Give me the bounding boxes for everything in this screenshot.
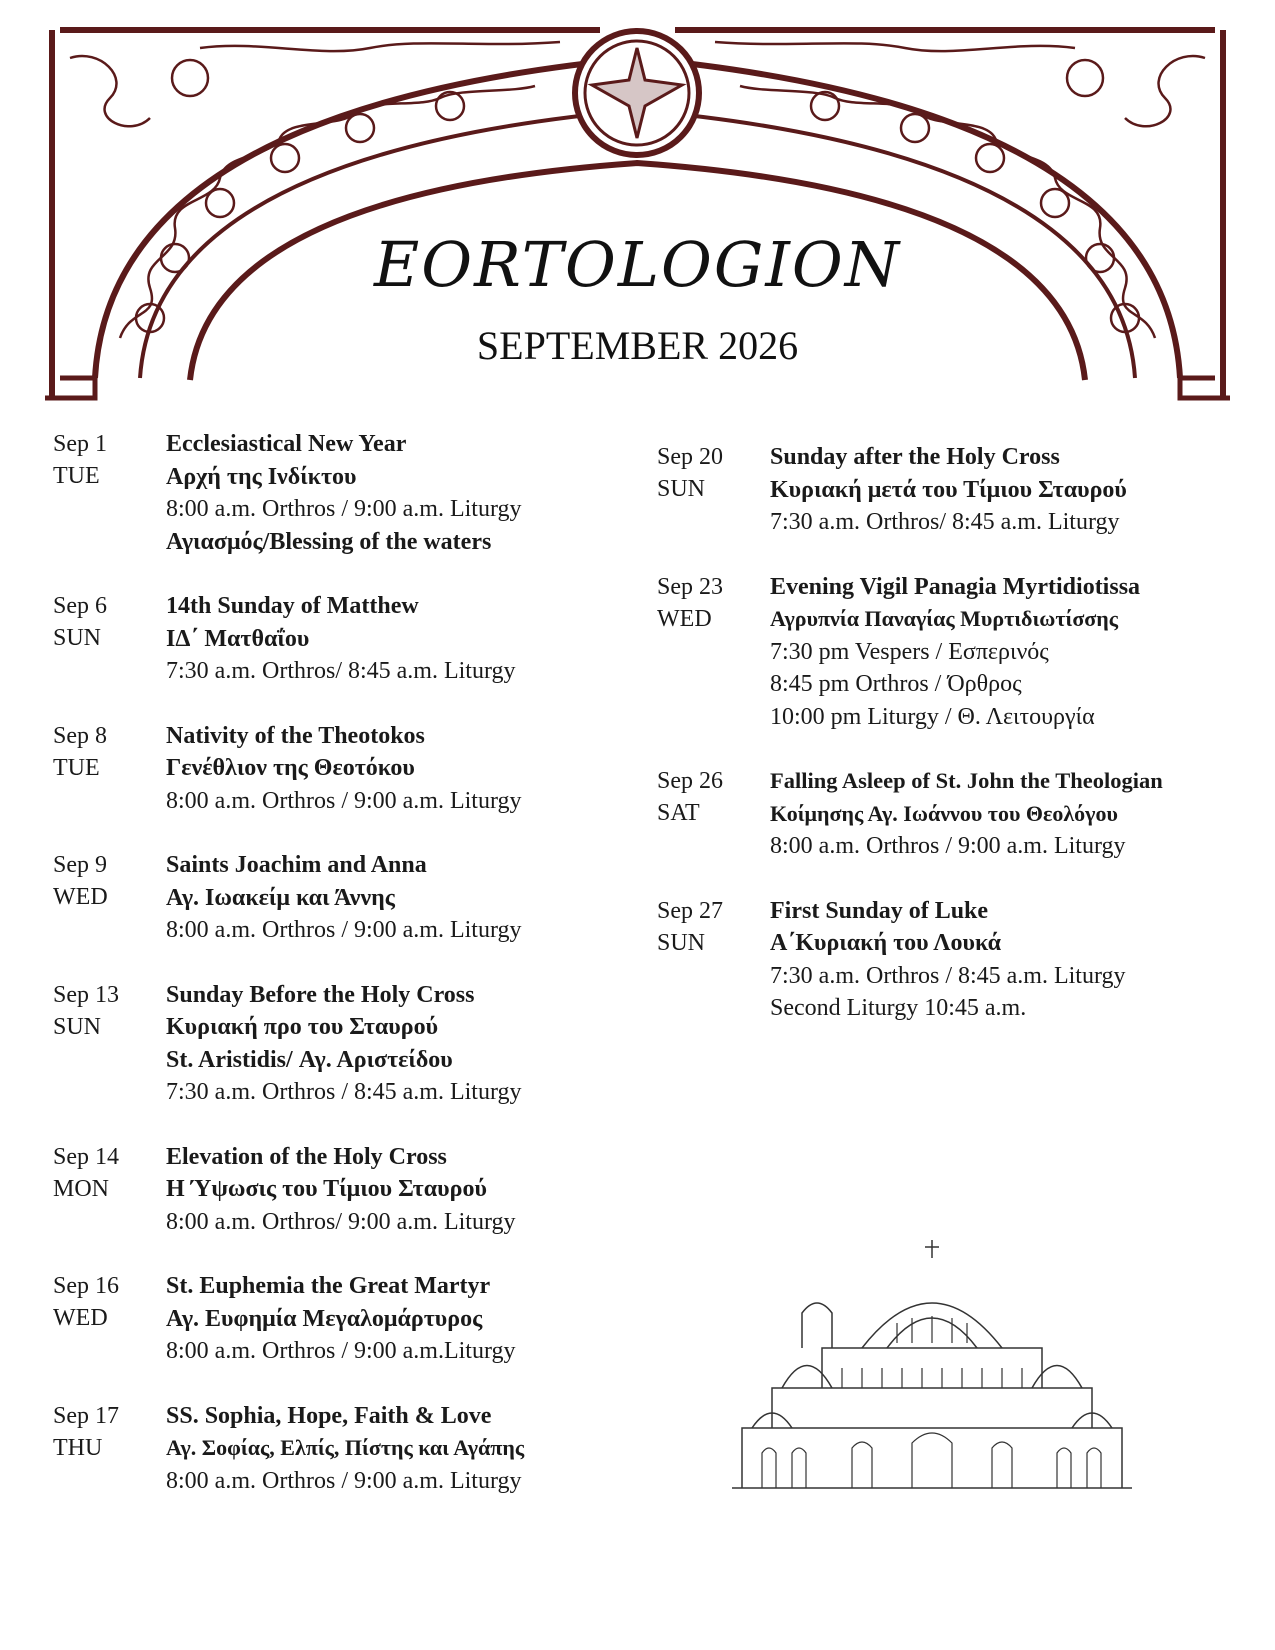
event-weekday: SUN: [53, 625, 102, 651]
event-details: [166, 979, 613, 1109]
event-date-block: [53, 590, 166, 688]
calendar-event: [657, 441, 1217, 539]
event-title-greek: Κυριακή προ του Σταυρού: [166, 1014, 439, 1040]
calendar-event: [53, 979, 613, 1109]
event-date: Sep 6: [53, 593, 107, 619]
event-title: Sunday after the Holy Cross: [770, 444, 1060, 470]
event-date: Sep 13: [53, 981, 119, 1008]
event-title: Sunday Before the Holy Cross: [166, 981, 475, 1008]
event-title-greek: Αγρυπνία Παναγίας Μυρτιδιωτίσσης: [770, 606, 1119, 631]
event-details: [770, 765, 1217, 863]
event-title: Saints Joachim and Anna: [166, 852, 427, 878]
right-event-column: [657, 441, 1217, 1057]
event-details: [166, 1270, 613, 1368]
event-title-greek: Αγιασμός/Blessing of the waters: [166, 528, 492, 555]
event-title-greek: Γενέθλιον της Θεοτόκου: [166, 755, 415, 781]
event-title-greek: Αγ. Ιωακείμ και Άννης: [166, 884, 395, 911]
page-title: EORTOLOGION: [374, 228, 901, 301]
event-schedule: 7:30 a.m. Orthros / 8:45 a.m. Liturgy: [770, 962, 1126, 989]
event-date: Sep 23: [657, 573, 723, 600]
event-weekday: SUN: [657, 929, 706, 956]
calendar-event: [53, 1400, 613, 1498]
event-schedule: 8:00 a.m. Orthros / 9:00 a.m. Liturgy: [166, 496, 522, 522]
left-event-column: [53, 428, 613, 1529]
event-title: Ecclesiastical New Year: [166, 431, 407, 457]
event-date-block: [53, 1270, 166, 1368]
event-date: Sep 17: [53, 1402, 119, 1429]
event-title: SS. Sophia, Hope, Faith & Love: [166, 1402, 492, 1429]
event-title: Falling Asleep of St. John the Theologian: [770, 768, 1163, 793]
event-schedule: Second Liturgy 10:45 a.m.: [770, 995, 1027, 1021]
event-date-block: [53, 1400, 166, 1498]
event-date: Sep 20: [657, 444, 723, 470]
event-details: [770, 895, 1217, 1025]
event-weekday: SAT: [657, 800, 700, 826]
event-weekday: WED: [53, 1305, 108, 1331]
event-date: Sep 16: [53, 1273, 119, 1299]
event-title-greek: Η Ύψωσις του Τίμιου Σταυρού: [166, 1176, 487, 1202]
event-date-block: [657, 571, 770, 734]
event-weekday: SUN: [53, 1013, 102, 1040]
event-schedule: 8:00 a.m. Orthros / 9:00 a.m. Liturgy: [166, 1467, 522, 1494]
event-title-greek: St. Aristidis/ Αγ. Αριστείδου: [166, 1046, 453, 1073]
event-title-greek: Α΄Κυριακή του Λουκά: [770, 930, 1001, 956]
event-date: Sep 8: [53, 722, 107, 749]
event-details: [770, 571, 1217, 734]
event-title-greek: Κοίμησης Αγ. Ιωάννου του Θεολόγου: [770, 800, 1118, 826]
event-schedule: 7:30 pm Vespers / Εσπερινός: [770, 638, 1049, 665]
event-schedule: 7:30 a.m. Orthros / 8:45 a.m. Liturgy: [166, 1079, 522, 1105]
event-date: Sep 14: [53, 1143, 119, 1170]
calendar-event: [53, 590, 613, 688]
calendar-event: [53, 720, 613, 818]
event-date-block: [53, 979, 166, 1109]
event-schedule: 8:45 pm Orthros / Όρθρος: [770, 671, 1022, 697]
event-details: [166, 428, 613, 558]
event-title: St. Euphemia the Great Martyr: [166, 1273, 491, 1299]
event-date-block: [53, 1141, 166, 1239]
calendar-event: [657, 571, 1217, 734]
calendar-event: [657, 895, 1217, 1025]
event-weekday: SUN: [657, 476, 706, 502]
month-subtitle: SEPTEMBER 2026: [476, 323, 799, 368]
event-details: [166, 590, 613, 688]
event-title-greek: Αγ. Ευφημία Μεγαλομάρτυρος: [166, 1305, 483, 1332]
event-weekday: WED: [657, 605, 712, 632]
event-details: [166, 1141, 613, 1239]
calendar-event: [53, 1270, 613, 1368]
event-title: Elevation of the Holy Cross: [166, 1143, 447, 1170]
event-date: Sep 26: [657, 768, 723, 794]
event-title: Nativity of the Theotokos: [166, 722, 425, 749]
event-title: Evening Vigil Panagia Myrtidiotissa: [770, 573, 1141, 600]
event-date-block: [53, 849, 166, 947]
event-title-greek: ΙΔ΄ Ματθαΐου: [166, 625, 310, 652]
event-details: [166, 849, 613, 947]
event-title-greek: Αγ. Σοφίας, Ελπίς, Πίστης και Αγάπης: [166, 1435, 525, 1460]
event-date-block: [657, 441, 770, 539]
event-schedule: 7:30 a.m. Orthros/ 8:45 a.m. Liturgy: [770, 509, 1120, 535]
event-weekday: MON: [53, 1175, 110, 1202]
event-schedule: 10:00 pm Liturgy / Θ. Λειτουργία: [770, 703, 1095, 730]
event-schedule: 8:00 a.m. Orthros / 9:00 a.m. Liturgy: [166, 787, 522, 814]
calendar-event: [53, 1141, 613, 1239]
event-details: [166, 1400, 613, 1498]
event-weekday: TUE: [53, 463, 100, 489]
cathedral-illustration: [712, 1238, 1152, 1508]
calendar-event: [53, 849, 613, 947]
event-details: [770, 441, 1217, 539]
event-date-block: [657, 895, 770, 1025]
event-schedule: 8:00 a.m. Orthros / 9:00 a.m. Liturgy: [166, 917, 522, 943]
event-date-block: [53, 720, 166, 818]
event-details: [166, 720, 613, 818]
event-weekday: TUE: [53, 754, 100, 781]
event-title: First Sunday of Luke: [770, 897, 989, 924]
event-date: Sep 9: [53, 852, 107, 878]
event-date-block: [657, 765, 770, 863]
event-schedule: 8:00 a.m. Orthros / 9:00 a.m.Liturgy: [166, 1338, 516, 1364]
event-title: 14th Sunday of Matthew: [166, 593, 419, 619]
event-date: Sep 27: [657, 897, 723, 924]
calendar-event: [53, 428, 613, 558]
event-schedule: 8:00 a.m. Orthros/ 9:00 a.m. Liturgy: [166, 1208, 516, 1235]
event-title-greek: Κυριακή μετά του Τίμιου Σταυρού: [770, 476, 1127, 503]
event-date: Sep 1: [53, 431, 107, 457]
event-schedule: 8:00 a.m. Orthros / 9:00 a.m. Liturgy: [770, 833, 1126, 859]
event-schedule: 7:30 a.m. Orthros/ 8:45 a.m. Liturgy: [166, 658, 516, 684]
event-weekday: WED: [53, 884, 108, 910]
calendar-event: [657, 765, 1217, 863]
event-weekday: THU: [53, 1434, 103, 1461]
event-title-greek: Αρχή της Ινδίκτου: [166, 463, 357, 490]
event-date-block: [53, 428, 166, 558]
